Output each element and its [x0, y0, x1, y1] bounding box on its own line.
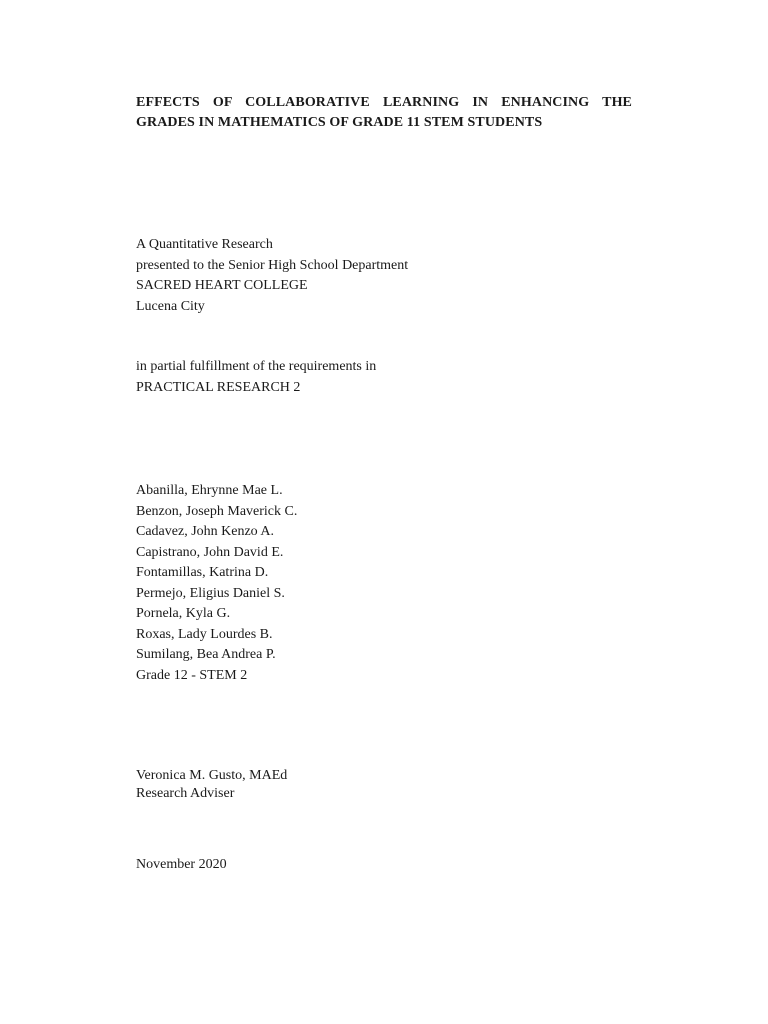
- fulfillment-statement: [136, 357, 376, 398]
- adviser-info: [136, 767, 287, 803]
- author-name: Abanilla, Ehrynne Mae L.: [136, 483, 283, 498]
- research-description: [136, 235, 408, 317]
- date-text: November 2020: [136, 857, 227, 872]
- school-city: Lucena City: [136, 298, 205, 314]
- subject-name: PRACTICAL RESEARCH 2: [136, 379, 301, 395]
- adviser-name: Veronica M. Gusto, MAEd: [136, 768, 288, 783]
- author-name: Capistrano, John David E.: [136, 544, 284, 560]
- author-name: Benzon, Joseph Maverick C.: [136, 503, 298, 519]
- author-name: Fontamillas, Katrina D.: [136, 565, 269, 580]
- grade-section: Grade 12 - STEM 2: [136, 667, 248, 683]
- title-line-1: EFFECTS OF COLLABORATIVE LEARNING IN ENHANCING THE: [136, 95, 632, 110]
- presented-to: presented to the Senior High School Department: [136, 257, 409, 273]
- author-name: Sumilang, Bea Andrea P.: [136, 647, 276, 662]
- document-title: [136, 93, 632, 133]
- author-name: Roxas, Lady Lourdes B.: [136, 626, 273, 642]
- author-name: Cadavez, John Kenzo A.: [136, 524, 275, 539]
- authors-list: [136, 481, 297, 686]
- fulfillment-text: in partial fulfillment of the requirements in: [136, 359, 377, 374]
- adviser-role: Research Adviser: [136, 786, 235, 801]
- title-line-2: GRADES IN MATHEMATICS OF GRADE 11 STEM STUDENTS: [136, 115, 543, 130]
- school-name: SACRED HEART COLLEGE: [136, 278, 308, 293]
- research-type: A Quantitative Research: [136, 237, 273, 252]
- author-name: Pornela, Kyla G.: [136, 606, 231, 621]
- author-name: Permejo, Eligius Daniel S.: [136, 585, 285, 601]
- document-date: [136, 855, 227, 876]
